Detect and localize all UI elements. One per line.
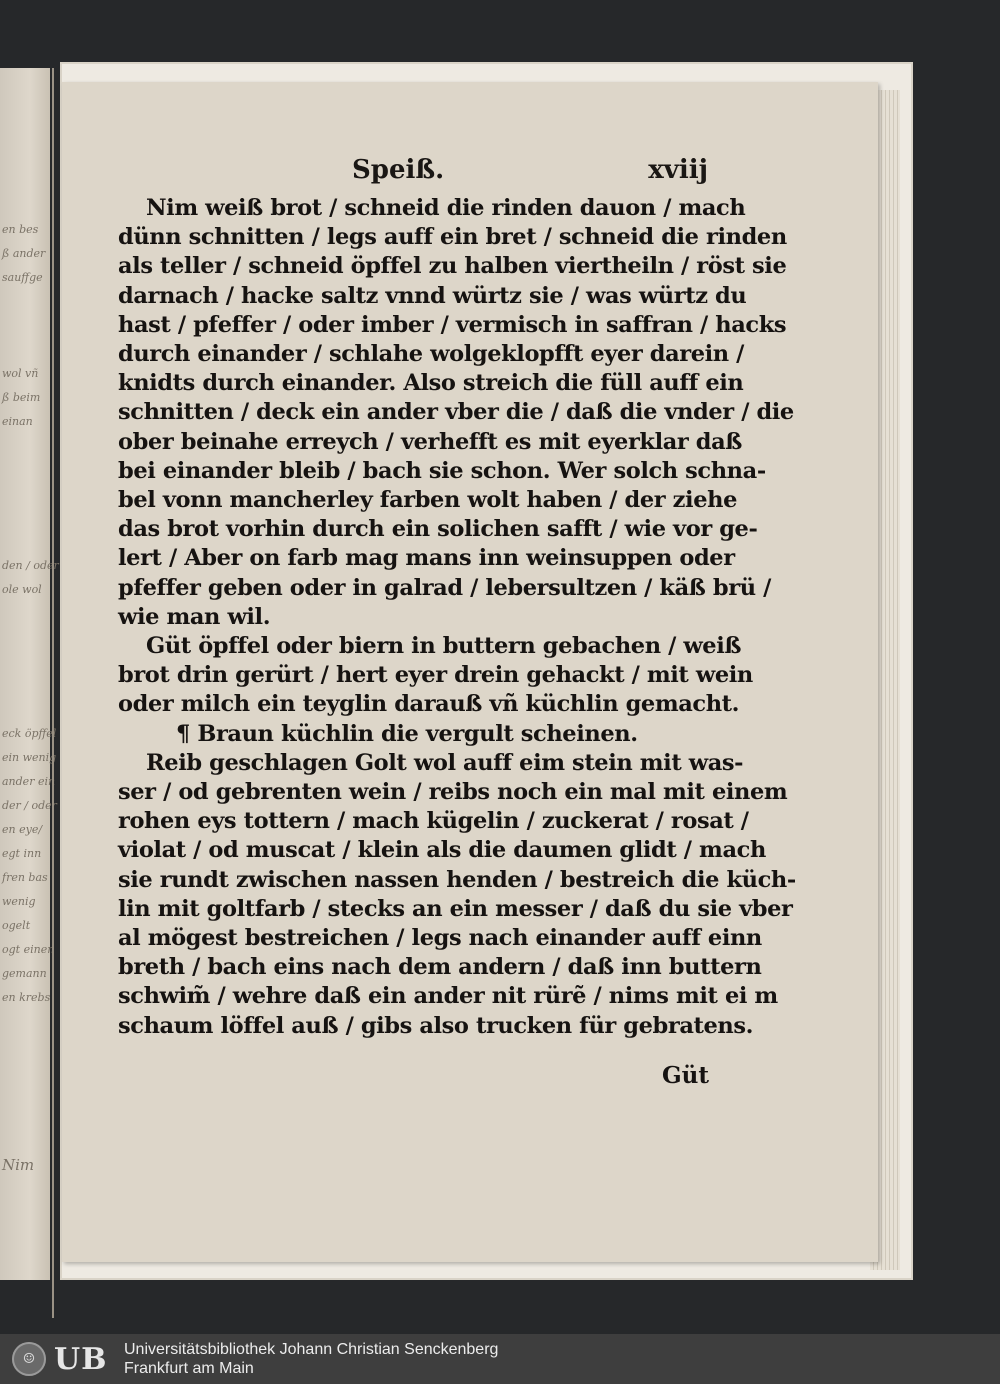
left-page-fragment: wol vñ [2,367,39,380]
left-page-fragment: ogelt [2,919,31,932]
text-line: Güt öpffel oder biern in buttern gebachen / weiß [146,633,742,660]
left-page-fragment: en krebs [2,991,51,1004]
institution-line-2: Frankfurt am Main [124,1360,254,1377]
running-head [352,155,708,185]
text-line: schwim̃ / wehre daß ein ander nit rürẽ / nims mit ei m [118,983,778,1010]
text-line: bel vonn mancherley farben wolt haben / der ziehe [118,487,737,514]
text-line: wie man wil. [118,603,271,630]
text-line: das brot vorhin durch ein solichen safft / wie vor ge- [118,516,758,543]
text-line: sie rundt zwischen nassen henden / bestreich die küch- [118,866,796,893]
text-line: ober beinahe erreych / verhefft es mit eyerklar daß [118,428,743,455]
text-line: schnitten / deck ein ander vber die / daß die vnder / die [118,399,794,426]
left-page-fragment: wenig [2,895,36,908]
text-block [118,194,796,1041]
text-line: al mögest bestreichen / legs nach einander auff einn [118,925,762,952]
left-page-catchword: Nim [2,1156,35,1174]
left-page-fragment: eck öpffel [2,727,57,740]
library-logo[interactable] [12,1342,108,1376]
text-line: lin mit goltfarb / stecks an ein messer / daß du sie vber [118,895,793,922]
left-page-fragment: en eye/ [2,823,43,836]
text-line: durch einander / schlahe wolgeklopfft eyer darein / [118,341,745,368]
left-page-fragment: ander ein [2,775,56,788]
text-line: dünn schnitten / legs auff ein bret / schneid die rinden [118,224,787,251]
text-line: oder milch ein teyglin darauß vñ küchlin gemacht. [118,691,740,718]
left-page-fragment: ein wenig [2,751,57,764]
text-line: hast / pfeffer / oder imber / vermisch in saffran / hacks [118,311,787,338]
text-line: schaum löffel auß / gibs also trucken für gebratens. [118,1012,754,1039]
institution-line-1: Universitätsbibliothek Johann Christian Senckenberg [124,1341,499,1358]
left-page-fragment: ß ander [2,247,46,260]
text-line: bei einander bleib / bach sie schon. Wer solch schna- [118,457,766,484]
left-page-fragment: egt inn [2,847,42,860]
left-page-fragment: fren bas [2,871,48,884]
text-line: Nim weiß brot / schneid die rinden dauon / mach [146,195,746,221]
left-page-fragment: einan [2,415,33,428]
portrait-emblem-icon: ☺ [12,1342,46,1376]
text-line: violat / od muscat / klein als die daumen glidt / mach [118,837,766,864]
catchword: Güt [662,1062,709,1089]
left-page-edge [0,68,59,1318]
text-line: breth / bach eins nach dem andern / daß inn buttern [118,954,762,981]
logo-text: UB [54,1341,108,1377]
left-page-fragment: der / oder [2,799,57,812]
text-line: brot drin gerürt / hert eyer drein gehackt / mit wein [118,662,753,689]
text-line: darnach / hacke saltz vnnd würtz sie / was würtz du [118,282,747,309]
text-line: rohen eys tottern / mach kügelin / zuckerat / rosat / [118,808,749,835]
book-page [62,82,878,1262]
text-line: pfeffer geben oder in galrad / lebersultzen / käß brü / [118,574,771,601]
text-line: Reib geschlagen Golt wol auff eim stein mit was- [146,749,744,776]
left-page-fragment: gemann [2,967,47,980]
text-line: knidts durch einander. Also streich die füll auff ein [118,370,744,397]
text-line: ¶ Braun küchlin die vergult scheinen. [176,720,638,747]
running-title: Speiß. [352,155,445,185]
left-page-fragment: en bes [2,223,39,236]
text-line: als teller / schneid öpffel zu halben viertheiln / röst sie [118,253,787,280]
footer-bar [0,1334,1000,1384]
folio-number: xviij [648,155,708,185]
text-line: lert / Aber on farb mag mans inn weinsuppen oder [118,545,735,572]
left-page-fragment: den / oder [2,559,59,572]
left-page-fragment: sauffge [2,271,43,284]
left-page-fragment: ole wol [2,583,42,596]
left-page-fragment: ogt einen [2,943,55,956]
text-line: ser / od gebrenten wein / reibs noch ein mal mit einem [118,779,788,806]
left-page-fragment: ß beim [2,391,41,404]
institution-name [124,1340,498,1378]
